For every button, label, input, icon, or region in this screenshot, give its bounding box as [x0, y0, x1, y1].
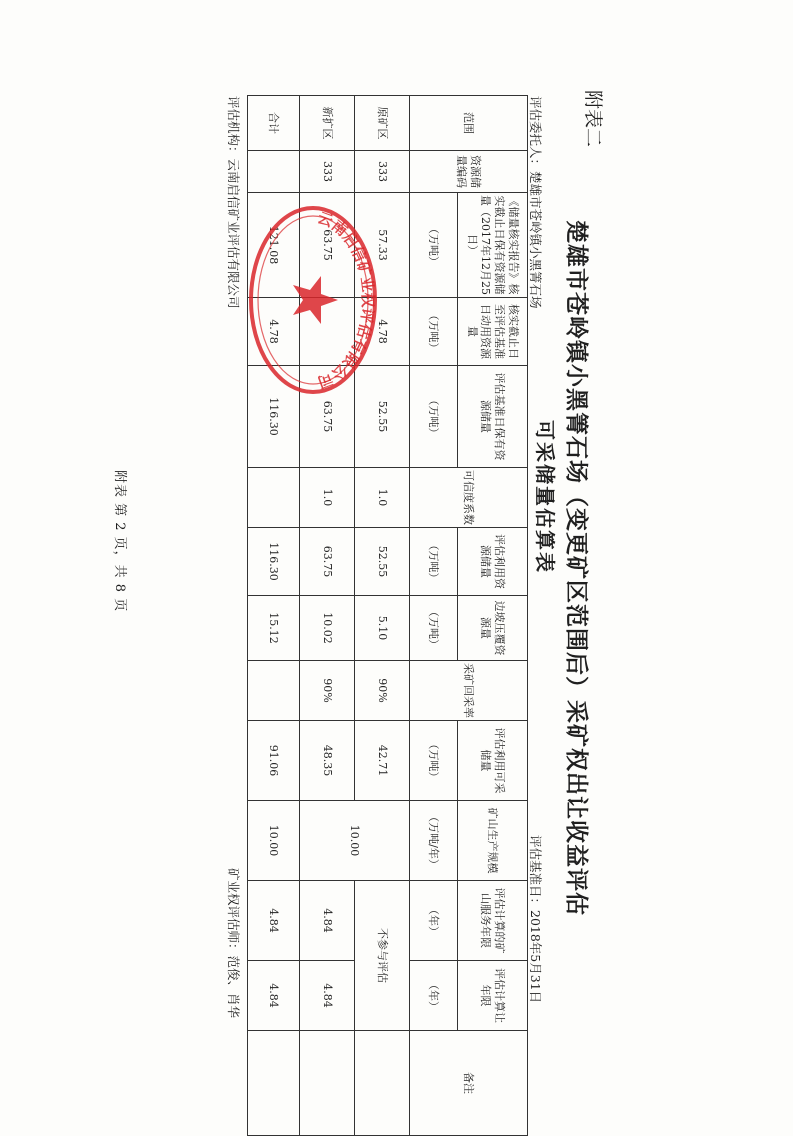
unit-used: （万吨） — [410, 298, 458, 366]
footer-appraiser: 矿业权评估师：范俊、肖华 — [226, 868, 241, 1019]
row-recovery — [248, 661, 300, 721]
row-reliability: 1.0 — [300, 468, 355, 528]
header-reliability: 可信度系数 — [410, 468, 528, 528]
row-calc-years: 4.84 — [300, 961, 355, 1031]
base-date-label: 评估基准日：2018年5月31日 — [528, 835, 543, 1004]
header-slope-loss: 边坡压覆资源量 — [458, 596, 528, 661]
row-recovery: 90% — [300, 661, 355, 721]
row-used: 4.78 — [248, 298, 300, 366]
row-remarks — [248, 1031, 300, 1136]
unit-retained: （万吨） — [410, 366, 458, 468]
row-usable: 63.75 — [300, 528, 355, 596]
unit-calc-years: （年） — [410, 961, 458, 1031]
header-usable-reserve: 评估利用资源储量 — [458, 528, 528, 596]
unit-verified: （万吨） — [410, 193, 458, 298]
document-title: 楚雄市苍岭镇小黑箐石场（变更矿区范围后）采矿权出让收益评估 — [563, 220, 590, 916]
header-recovery: 采矿回采率 — [410, 661, 528, 721]
row-remarks — [355, 1031, 410, 1136]
unit-service-life: （年） — [410, 881, 458, 961]
unit-scale: （万吨/年） — [410, 801, 458, 881]
row-range: 原矿区 — [355, 96, 410, 151]
unit-usable: （万吨） — [410, 528, 458, 596]
row-usable: 116.30 — [248, 528, 300, 596]
row-recoverable: 48.35 — [300, 721, 355, 801]
row-service-life: 4.84 — [248, 881, 300, 961]
document-subtitle: 可采储量估算表 — [533, 420, 557, 574]
row-range: 合计 — [248, 96, 300, 151]
row-recoverable: 91.06 — [248, 721, 300, 801]
row-used: 4.78 — [355, 298, 410, 366]
footer-org: 评估机构：云南启信矿业评估有限公司 — [226, 96, 241, 309]
row-slope: 15.12 — [248, 596, 300, 661]
header-scale: 矿山生产规模 — [458, 801, 528, 881]
company-seal-icon — [243, 200, 383, 400]
row-scale-merged: 10.00 — [300, 801, 410, 881]
header-range: 范围 — [410, 96, 528, 151]
row-calc-years: 4.84 — [248, 961, 300, 1031]
header-calc-years: 评估计算让年限 — [458, 961, 528, 1031]
header-resource-code: 资源储量编码 — [410, 151, 528, 193]
page-footer: 附表 第 2 页，共 8 页 — [112, 470, 127, 613]
unit-recoverable: （万吨） — [410, 721, 458, 801]
row-verified: 57.33 — [355, 193, 410, 298]
header-remarks: 备注 — [410, 1031, 528, 1136]
row-recovery: 90% — [355, 661, 410, 721]
row-code: 333 — [300, 151, 355, 193]
unit-slope: （万吨） — [410, 596, 458, 661]
row-reliability — [248, 468, 300, 528]
row-scale: 10.00 — [248, 801, 300, 881]
row-recoverable: 42.71 — [355, 721, 410, 801]
header-retained-reserve: 评估基准日保有资源储量 — [458, 366, 528, 468]
row-verified: 63.75 — [300, 193, 355, 298]
row-not-evaluated: 不参与评估 — [355, 881, 410, 1031]
row-code: 333 — [355, 151, 410, 193]
row-slope: 10.02 — [300, 596, 355, 661]
row-retained: 63.75 — [300, 366, 355, 468]
client-label: 评估委托人：楚雄市苍岭镇小黑箐石场 — [528, 96, 543, 309]
row-code — [248, 151, 300, 193]
row-verified: 121.08 — [248, 193, 300, 298]
appendix-label: 附表二 — [582, 90, 604, 148]
header-verified-reserve: 《储量核实报告》核实截止日保有资源储量（2017年12月25日） — [458, 193, 528, 298]
svg-text:云南启信矿业权评估有限公司: 云南启信矿业权评估有限公司 — [315, 208, 377, 392]
row-range: 新扩区 — [300, 96, 355, 151]
row-retained: 52.55 — [355, 366, 410, 468]
row-remarks — [300, 1031, 355, 1136]
header-recoverable: 评估利用可采储量 — [458, 721, 528, 801]
row-reliability: 1.0 — [355, 468, 410, 528]
row-retained: 116.30 — [248, 366, 300, 468]
header-service-life: 评估计算的矿山服务年限 — [458, 881, 528, 961]
row-slope: 5.10 — [355, 596, 410, 661]
header-used-reserve: 核实截止日至评估基准日动用资源量 — [458, 298, 528, 366]
row-service-life: 4.84 — [300, 881, 355, 961]
row-usable: 52.55 — [355, 528, 410, 596]
